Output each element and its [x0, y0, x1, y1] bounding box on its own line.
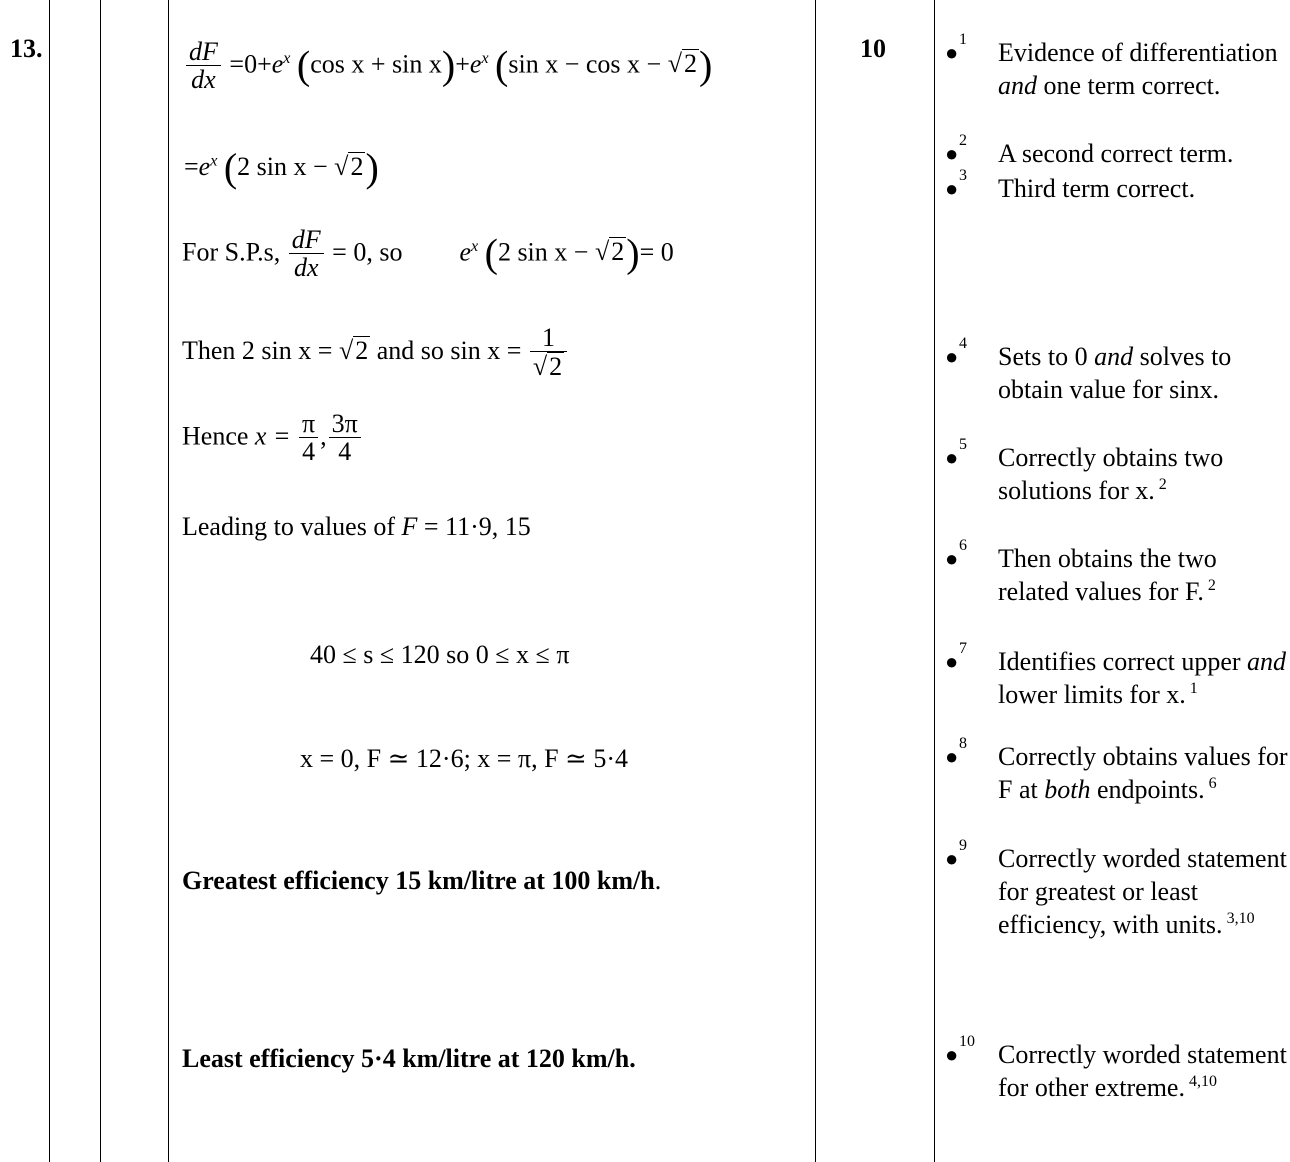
bullet-5-icon: ● 5: [945, 436, 967, 470]
bullet-10-icon: ● 10: [945, 1033, 975, 1067]
bullet-4-icon: ● 4: [945, 335, 967, 369]
bullet-7-icon: ● 7: [945, 640, 967, 674]
bullet-4-description: [998, 340, 1288, 406]
bullet-reference: 1: [1189, 680, 1198, 698]
hence-line: Hence x = $\frac{\pi}{4}$ , $\frac{3\pi}{4}$: [182, 410, 363, 467]
bullet-text: lower limits for x.: [998, 680, 1186, 709]
bullet-text: A second correct term.: [998, 139, 1234, 168]
bullet-text: Identifies correct upper: [998, 647, 1248, 676]
bullet-text: solves to obtain value for sinx.: [998, 342, 1232, 404]
bullet-number: 6: [959, 537, 967, 554]
bullet-8-icon: ● 8: [945, 735, 967, 769]
bullet-text: Correctly worded statement for other extreme.: [998, 1040, 1287, 1102]
bullet-reference: 6: [1208, 775, 1217, 793]
stationary-points-line: For S.P.s, $\frac{dF}{dx}$ = 0, so $e^x$ (2 sin x − √2)= 0: [182, 225, 674, 283]
bullet-1-icon: ● 1: [945, 31, 967, 65]
table-rule-4: [815, 0, 816, 1162]
bullet-number: 10: [959, 1033, 975, 1050]
bullet-number: 8: [959, 735, 967, 752]
bullet-reference: 3,10: [1226, 910, 1255, 928]
bullet-text: Correctly obtains values for F at: [998, 742, 1288, 804]
bullet-text: Correctly worded statement for greatest or least efficiency, with units.: [998, 844, 1287, 939]
simplified-derivative: $=e^x$ (2 sin x − √2): [184, 145, 379, 190]
bullet-1-description: [998, 36, 1288, 102]
derivative-equation: $\frac{dF}{dx}$ $=0+e^x$ (cos $x + \sin x)+e^x$ (sin x − cos x − √2): [184, 38, 712, 95]
table-rule-1: [49, 0, 50, 1162]
question-number: 13.: [10, 34, 43, 63]
then-line: Then 2 sin x = √2 and so sin x = $\frac{1}{√2}$: [182, 324, 569, 382]
greatest-efficiency-statement: Greatest efficiency 15 km/litre at 100 km/h.: [182, 866, 662, 895]
bullet-number: 9: [959, 837, 967, 854]
bullet-3-icon: ● 3: [945, 167, 967, 201]
bullet-7-description: [998, 645, 1288, 711]
bullet-8-description: [998, 740, 1288, 806]
least-efficiency-statement: Least efficiency 5·4 km/litre at 120 km/h.: [182, 1044, 636, 1073]
bullet-reference: 2: [1158, 476, 1167, 494]
bullet-text: Sets to 0: [998, 342, 1095, 371]
bullet-text: Then obtains the two related values for F.: [998, 544, 1217, 606]
bullet-text: and: [998, 71, 1037, 100]
bullet-6-description: [998, 542, 1288, 608]
dF-dx-fraction: $\frac{dF}{dx}$: [186, 38, 221, 95]
bullet-text: endpoints.: [1090, 775, 1205, 804]
bullet-9-icon: ● 9: [945, 837, 967, 871]
bullet-text: one term correct.: [1037, 71, 1221, 100]
bullet-number: 2: [959, 132, 967, 149]
bullet-number: 5: [959, 436, 967, 453]
table-rule-2: [100, 0, 101, 1162]
bullet-5-description: [998, 441, 1288, 507]
bullet-2-icon: ● 2: [945, 132, 967, 166]
bullet-text: and: [1094, 342, 1134, 371]
bullet-text: Third term correct.: [998, 174, 1196, 203]
bullet-number: 4: [959, 335, 967, 352]
bullet-reference: 4,10: [1188, 1073, 1217, 1091]
table-rule-3: [168, 0, 169, 1162]
endpoints-line: x = 0, F ≃ 12·6; x = π, F ≃ 5·4: [300, 744, 628, 773]
leading-to-values: Leading to values of F = 11·9, 15: [182, 512, 531, 541]
bullet-number: 7: [959, 640, 967, 657]
bullet-number: 3: [959, 167, 967, 184]
bullet-text: and: [1247, 647, 1287, 676]
bullet-3-description: [998, 172, 1288, 205]
bullet-text: Evidence of differentiation: [998, 38, 1278, 67]
marks-total: 10: [860, 34, 886, 63]
table-rule-5: [934, 0, 935, 1162]
bullet-6-icon: ● 6: [945, 537, 967, 571]
bullet-text: both: [1044, 775, 1091, 804]
bullet-text: Correctly obtains two solutions for x.: [998, 443, 1224, 505]
bullet-number: 1: [959, 31, 967, 48]
limits-line: 40 ≤ s ≤ 120 so 0 ≤ x ≤ π: [310, 640, 570, 669]
bullet-9-description: [998, 842, 1288, 941]
bullet-2-description: [998, 137, 1288, 170]
bullet-10-description: [998, 1038, 1288, 1104]
bullet-reference: 2: [1207, 577, 1216, 595]
